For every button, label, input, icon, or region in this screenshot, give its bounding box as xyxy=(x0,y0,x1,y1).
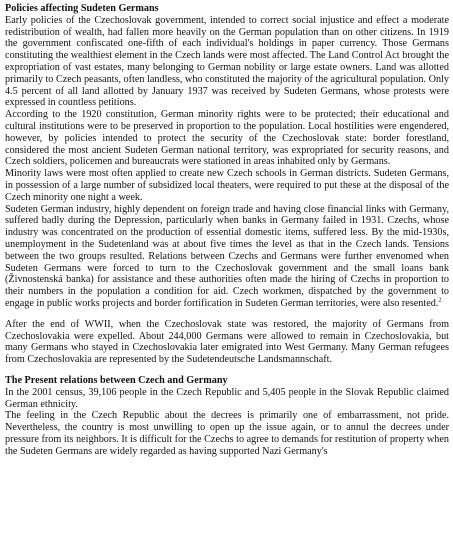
paragraph-minority-laws: Minority laws were most often applied to create new Czech schools in German districts. Sudeten Germans, in possession of a large number of subsidized local theaters, were required to put these at the disposal of the Czech minority one night a week. xyxy=(5,168,449,203)
paragraph-decrees: The feeling in the Czech Republic about the decrees is primarily one of embarrassment, not pride. Nevertheless, the country is most unwilling to open up the issue again, or to annul the decrees under pressure from its neighbors. It is difficult for the Czechs to agree to demands for restitution of property when the Sudeten Germans are widely regarded as having supported Nazi Germany's xyxy=(5,410,449,457)
paragraph-industry-text: Sudeten German industry, highly dependent on foreign trade and having close financial links with Germany, suffered badly during the Depression, particularly when banks in Germany failed in 1931. Czechs, whose industry was concentrated on the production of essential domestic items, suffered less. By the mid-1930s, unemployment in the Sudetenland was at about five times the level as that in the Czech lands. Tensions between the two groups resulted. Relations between Czechs and Germans were further envenomed when Sudeten Germans were forced to turn to the Czechoslovak government and the small loans bank (Živnostenská banka) for assistance and these authorities often made the hiring of Czechs in proportion to their numbers in the population a condition for aid. Czech workmen, dispatched by the government to engage in public works projects and border fortification in Sudeten German territories, were also resented. xyxy=(5,203,449,309)
section-gap xyxy=(5,310,449,319)
paragraph-early-policies: Early policies of the Czechoslovak government, intended to correct social injustice and effect a moderate redistribution of wealth, had fallen more heavily on the German population than on other citizens. In 1919 the government confiscated one-fifth of each individual's holdings in paper currency. Those Germans constituting the wealthiest element in the Czech lands were most affected. The Land Control Act brought the expropriation of vast estates, many belonging to German nobility or large estate owners. Land was allotted primarily to Czech peasants, often landless, who constituted the majority of the agricultural population. Only 4.5 percent of all land allotted by January 1937 was received by Sudeten Germans, whose protests were expressed in countless petitions. xyxy=(5,14,449,109)
section-heading-policies: Policies affecting Sudeten Germans xyxy=(5,3,159,14)
section-gap xyxy=(5,366,449,375)
section-heading-present-relations: The Present relations between Czech and Germany xyxy=(5,374,228,386)
paragraph-constitution: According to the 1920 constitution, German minority rights were to be protected; their educational and cultural institutions were to be preserved in proportion to the population. Local hostilities were engendered, however, by policies intended to protect the security of the Czechoslovak state: border forestland, considered the most ancient Sudeten German national territory, was expropriated for security reasons, and Czech soldiers, policemen and bureaucrats were stationed in areas inhabited only by Germans. xyxy=(5,109,449,168)
paragraph-census: In the 2001 census, 39,106 people in the Czech Republic and 5,405 people in the Slovak Republic claimed German ethnicity. xyxy=(5,386,449,410)
paragraph-after-wwii: After the end of WWII, when the Czechoslovak state was restored, the majority of Germans from Czechoslovakia were expelled. About 244,000 Germans were allowed to remain in Czechoslovakia, but many Germans who stayed in Czechoslovakia later emigrated into West Germany. Many German refugees from Czechoslovakia are represented by the Sudetendeutsche Landsmannschaft. xyxy=(5,318,449,366)
paragraph-industry xyxy=(5,204,449,310)
document-page xyxy=(5,3,449,457)
footnote-marker: 2 xyxy=(438,297,442,304)
